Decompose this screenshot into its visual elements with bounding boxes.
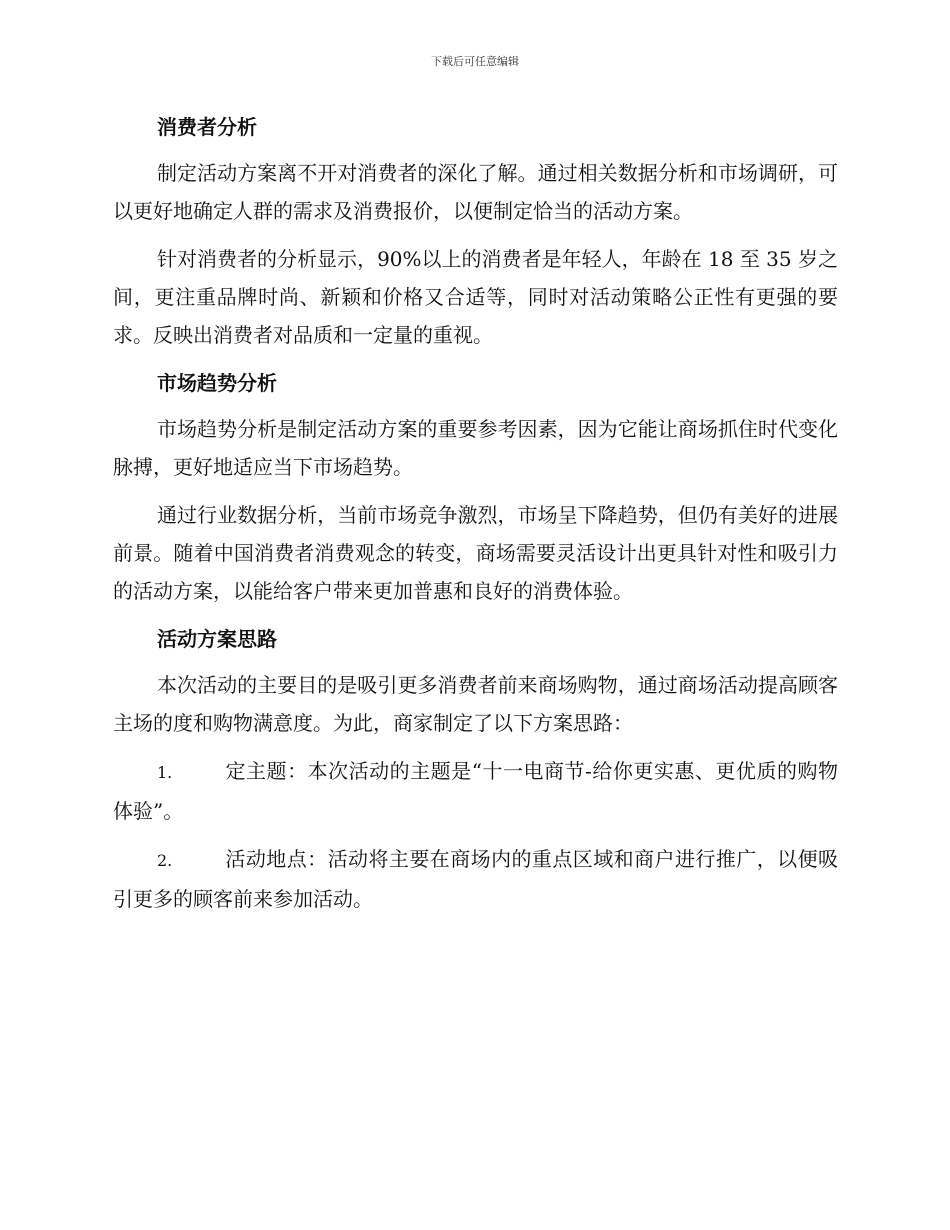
paragraph: 通过行业数据分析，当前市场竞争激烈，市场呈下降趋势，但仍有美好的进展前景。随着中国消费者消费观念的转变，商场需要灵活设计出更具针对性和吸引力的活动方案，以能给客户带来更加普惠和良好的消费体验。 (113, 503, 838, 603)
page-header: 下载后可任意编辑 (431, 55, 519, 68)
list-number: 1. (157, 763, 173, 782)
list-item (113, 752, 838, 830)
list-number: 2. (157, 851, 173, 870)
list-item-text: 活动地点：活动将主要在商场内的重点区域和商户进行推广，以便吸引更多的顾客前来参加活动。 (113, 847, 838, 911)
paragraph: 制定活动方案离不开对消费者的深化了解。通过相关数据分析和市场调研，可以更好地确定人群的需求及消费报价，以便制定恰当的活动方案。 (113, 161, 838, 223)
paragraph: 市场趋势分析是制定活动方案的重要参考因素，因为它能让商场抓住时代变化脉搏，更好地适应当下市场趋势。 (113, 417, 838, 479)
section-heading-consumer-analysis: 消费者分析 (157, 115, 257, 139)
paragraph: 本次活动的主要目的是吸引更多消费者前来商场购物，通过商场活动提高顾客主场的度和购物满意度。为此，商家制定了以下方案思路： (113, 673, 838, 735)
paragraph: 针对消费者的分析显示，90%以上的消费者是年轻人，年龄在 18 至 35 岁之间，更注重品牌时尚、新颖和价格又合适等，同时对活动策略公正性有更强的要求。反映出消费者对品质和一定量的重视。 (113, 247, 838, 347)
list-item-text: 定主题：本次活动的主题是“十一电商节-给你更实惠、更优质的购物体验”。 (113, 759, 838, 823)
document-body (113, 108, 838, 928)
section-heading-plan-ideas: 活动方案思路 (157, 627, 277, 651)
list-item (113, 840, 838, 918)
section-heading-market-trend: 市场趋势分析 (157, 371, 277, 395)
